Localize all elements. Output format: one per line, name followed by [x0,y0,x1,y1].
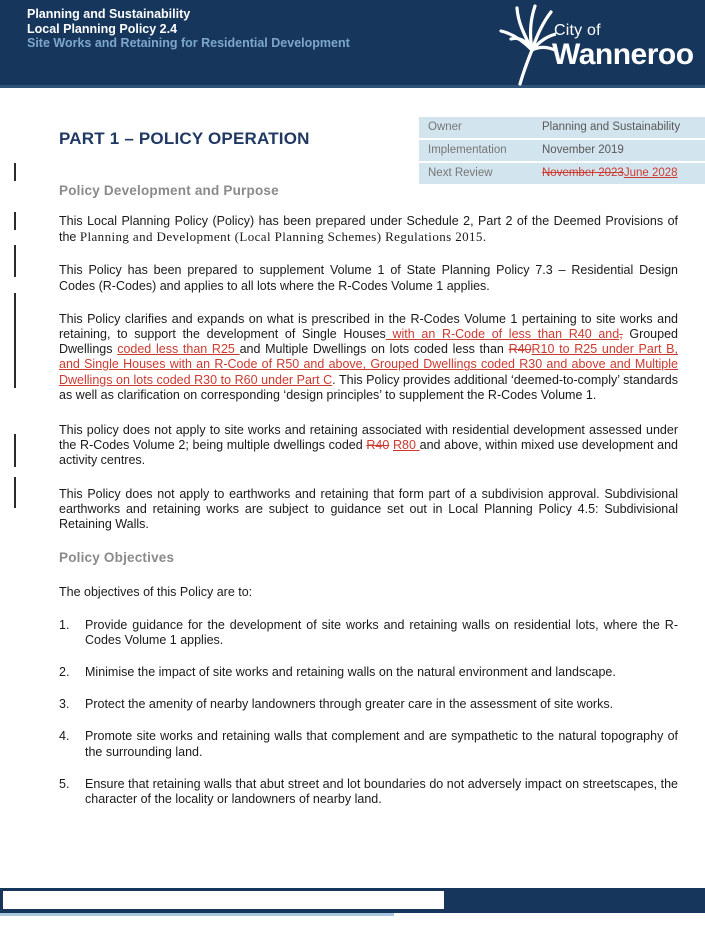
deleted-text: R40 [508,342,532,357]
policy-info-table [419,117,705,186]
text-run: . This Policy provides additional ‘deemed-to-comply’ standards as well as clarification on corresponding ‘design principles’ to supplement the R-Codes Volume 1. [59,372,679,402]
grass-tree-icon [498,4,556,86]
header-policy-title: Site Works and Retaining for Residential Development [27,36,350,50]
tracked-change-bar [14,434,16,467]
objective-number: 3. [59,697,70,712]
paragraph-3 [59,312,678,403]
objective-number: 1. [59,617,70,632]
part-1-title: PART 1 – POLICY OPERATION [59,129,310,148]
next-review-value [542,163,678,184]
text-run: and Multiple Dwellings on lots coded less than [239,342,509,357]
objective-text: Provide guidance for the development of site works and retaining walls on residential lots, where the R-Codes Volume 1 applies. [85,617,678,647]
table-row-next-review [419,163,705,184]
objective-number: 2. [59,665,70,680]
next-review-label: Next Review [428,167,493,179]
inserted-text: coded less than R25 [117,342,240,357]
footer-light-blue-line [0,913,394,916]
tracked-change-bar [14,212,16,230]
deleted-text: November 2023 [542,167,624,179]
objective-item-4 [59,729,678,759]
objective-text: Promote site works and retaining walls that complement and are sympathetic to the natural topography of the surrounding land. [85,729,678,759]
legislation-title-text: Planning and Development (Local Planning Schemes) Regulations 2015. [79,229,487,245]
city-of-wanneroo-logo [498,2,705,86]
objective-number: 5. [59,776,70,791]
paragraph-4 [59,423,678,469]
inserted-text: R10 to R25 under Part B, and Single Houses with an R-Code of R50 and above, Grouped Dwellings coded R30 and above and Multiple Dwellings on lots coded R30 to R60 under Part C [59,342,678,387]
text-run: This Policy does not apply to earthworks and retaining that form part of a subdivision approval. Subdivisional earthworks and retaining works are subject to guidance set out in Local Planning Policy 4.5: Subdivisional Retaining Walls. [59,486,678,532]
logo-wanneroo-text: Wanneroo [552,38,694,71]
owner-value: Planning and Sustainability [542,121,681,133]
text-run: This Local Planning Policy (Policy) has been prepared under Schedule 2, Part 2 of the Deemed Provisions of the [59,214,678,245]
objective-text: Ensure that retaining walls that abut street and lot boundaries do not adversely impact on streetscapes, the character of the locality or landowners of nearby land. [85,776,678,807]
document-body [59,214,678,824]
objectives-intro: The objectives of this Policy are to: [59,585,253,600]
text-run: and above, within mixed use development and activity centres. [59,438,678,468]
table-row-owner [419,117,705,138]
text-run: This policy does not apply to site works and retaining associated with residential development assessed under the R-Codes Volume 2; being multiple dwellings coded [59,423,678,453]
objective-text: Minimise the impact of site works and retaining walls on the natural environment and landscape. [85,665,616,680]
paragraph-5 [59,487,678,533]
inserted-text: with an R-Code of less than R40 and [385,327,620,342]
header-title-block [27,7,350,51]
text-run: Grouped Dwellings [59,327,678,357]
objective-item-2 [59,665,678,680]
document-header-banner [0,0,705,88]
paragraph-2 [59,263,678,293]
section-heading-policy-development: Policy Development and Purpose [59,183,279,198]
owner-label: Owner [428,121,462,133]
objective-text: Protect the amenity of nearby landowners through greater care in the assessment of site works. [85,697,614,712]
implementation-value: November 2019 [542,144,624,156]
tracked-change-bar [14,477,16,508]
objective-item-5 [59,777,678,807]
objective-item-1 [59,618,678,648]
footer-white-box [3,891,444,909]
inserted-text: June 2028 [623,167,678,179]
tracked-change-bar [14,163,16,181]
paragraph-1 [59,214,678,245]
objective-number: 4. [59,729,70,744]
objective-item-3 [59,697,678,712]
deleted-text: R40 [366,438,390,453]
section-heading-policy-objectives: Policy Objectives [59,550,175,566]
logo-city-of-text: City of [554,22,601,39]
table-row-implementation [419,140,705,161]
text-run: This Policy has been prepared to supplement Volume 1 of State Planning Policy 7.3 – Residential Design Codes (R-Codes) and applies to all lots where the R-Codes Volume 1 applies. [59,263,678,293]
implementation-label: Implementation [428,144,507,156]
tracked-change-bar [14,293,16,388]
header-policy-number: Local Planning Policy 2.4 [27,21,178,36]
deleted-text: , [619,327,623,342]
header-department: Planning and Sustainability [27,7,191,21]
tracked-change-bar [14,245,16,277]
inserted-text: R80 [393,438,420,453]
text-run: This Policy clarifies and expands on what is prescribed in the R-Codes Volume 1 pertaining to site works and retaining, to support the development of Single Houses [59,311,678,342]
